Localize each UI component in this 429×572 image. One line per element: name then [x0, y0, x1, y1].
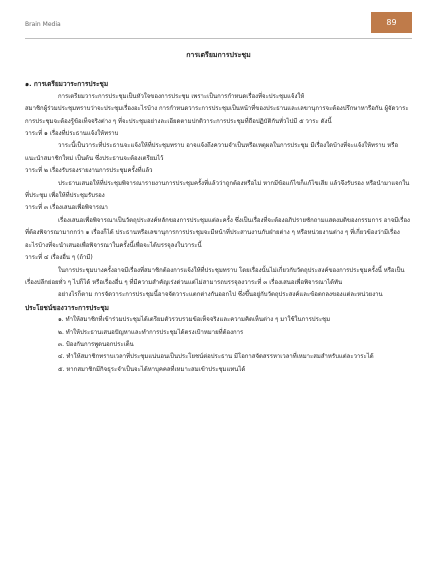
document-body — [25, 40, 412, 376]
section-heading: ประโยชน์ของวาระการประชุม — [25, 303, 109, 312]
paragraph: วาระที่ ๓ เรื่องเสนอเพื่อพิจารณา — [25, 204, 108, 212]
page-title: การเตรียมการประชุม — [186, 51, 251, 59]
brand-label: Brain Media — [25, 21, 61, 28]
paragraph: ๕. หากสมาชิกมีกิจธุระจำเป็นจะได้หาบุคคลที่เหมาะสมเข้าประชุมแทนได้ — [58, 365, 246, 373]
paragraph: วาระที่ ๑ เรื่องที่ประธานแจ้งให้ทราบ — [25, 130, 119, 138]
paragraph: ประธานเสนอให้ที่ประชุมพิจารณารายงานการประชุมครั้งที่แล้วว่าถูกต้องหรือไม่ หากมีข้อแก้ไขก็แก้ไขเสีย แล้วจึงรับรอง หรือนำมาแจกในที่ประชุม เพื่อให้ที่ประชุมรับรอง — [25, 179, 410, 200]
paragraph: ๔. ทำให้สมาชิกทราบเวลาที่ประชุมแน่นอนเป็นประโยชน์ต่อประธาน มีโอกาสจัดสรรหาเวลาที่เหมาะสมสำหรับแต่ละวาระได้ — [58, 353, 374, 361]
paragraph: วาระที่ ๒ เรื่องรับรองรายงานการประชุมครั้งที่แล้ว — [25, 167, 153, 175]
paragraph: สมาชิกผู้ร่วมประชุมทราบว่าจะประชุมเรื่องอะไรบ้าง การกำหนดวาระการประชุมเป็นหน้าที่ของประธานและเลขานุการจะต้องปรึกษาหารือกัน ผู้จัดวาระการประชุมจะต้องรู้ข้อเท็จจริงต่าง ๆ ที่จะประชุมอย่างละเอียดตามปกติวาระการประชุมที่ถือปฏิบัติกันทั่วไปมี ๕ วาระ ดังนี้ — [25, 105, 409, 125]
page-number-badge: 89 — [371, 12, 412, 33]
paragraph: ในการประชุมบางครั้งอาจมีเรื่องที่สมาชิกต้องการแจ้งให้ที่ประชุมทราบ โดยเรื่องนั้นไม่เกี่ยวกับวัตถุประสงค์ของการประชุมครั้งนี้ หรือเป็นเรื่องปลีกย่อยทั่ว ๆ ไปก็ได้ หรือเรื่องอื่น ๆ ที่มีความสำคัญเร่งด่วนแต่ไม่สามารถบรรจุลงวาระที่ ๓ เรื่องเสนอเพื่อพิจารณาได้ทัน — [25, 266, 405, 286]
section-heading: ๑. การเตรียมวาระการประชุม — [25, 80, 109, 89]
paragraph: ๑. ทำให้สมาชิกที่เข้าร่วมประชุมได้เตรียมตัวรวบรวมข้อเท็จจริงและความคิดเห็นต่าง ๆ มาใช้ในการประชุม — [58, 316, 331, 324]
paragraph: วาระนี้เป็นวาระที่ประธานจะแจ้งให้ที่ประชุมทราบ อาจแจ้งถึงความจำเป็นหรือเหตุผลในการประชุม มีเรื่องใดบ้างที่จะแจ้งให้ทราบ หรือแนะนำสมาชิกใหม่ เป็นต้น ซึ่งประธานจะต้องเตรียมไว้ — [25, 142, 399, 162]
paragraph: เรื่องเสนอเพื่อพิจารณาเป็นวัตถุประสงค์หลักของการประชุมแต่ละครั้ง ซึ่งเป็นเรื่องที่จะต้องอภิปรายซักถามแสดงมติของกรรมการ อาจมีเรื่องที่ต้องพิจารณามากกว่า ๑ เรื่องก็ได้ ประธานหรือเลขานุการการประชุมจะมีหน้าที่ประสานงานกับฝ่ายต่าง ๆ หรือหน่วยงานต่าง ๆ ที่เกี่ยวข้องว่ามีเรื่องอะไรบ้างที่จะนำเสนอเพื่อพิจารณาในครั้งนี้เพื่อจะได้บรรจุลงในวาระนี้ — [25, 216, 410, 249]
paragraph: วาระที่ ๔ เรื่องอื่น ๆ (ถ้ามี) — [25, 254, 93, 262]
paragraph: ๒. ทำให้ประธานเสนอปัญหาและทำการประชุมได้ตรงเป้าหมายที่ต้องการ — [58, 328, 244, 336]
paragraph: ๓. ป้องกันการพูดนอกประเด็น — [58, 340, 134, 348]
paragraph: การเตรียมวาระการประชุมเป็นหัวใจของการประชุม เพราะเป็นการกำหนดเรื่องที่จะประชุมแจ้งให้ — [58, 92, 305, 100]
paragraph: อย่างไรก็ตาม การจัดวาระการประชุมนี้อาจจัดวาระแตกต่างกันออกไป ซึ่งขึ้นอยู่กับวัตถุประสงค์และข้อตกลงของแต่ละหน่วยงาน — [58, 291, 383, 299]
page-header — [25, 8, 412, 39]
